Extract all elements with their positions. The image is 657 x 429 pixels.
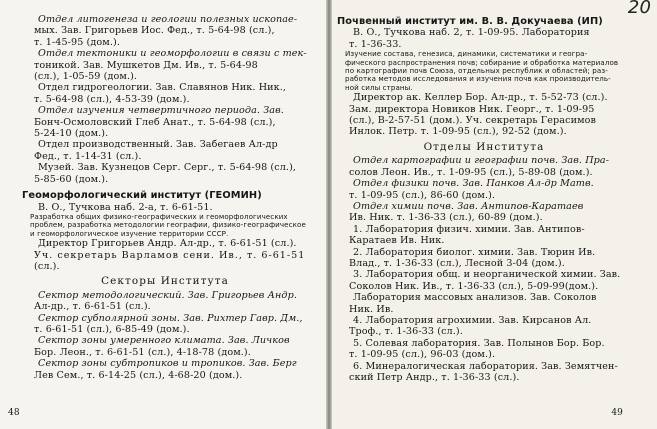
address-line: т. 1-36-33. (349, 38, 402, 50)
geomin-address: В. О., Тучкова наб. 2-а, т. 6-61-51. (38, 201, 213, 213)
description-line: по картографии почв Союза, отдельных республик и областей; раз- (345, 66, 608, 76)
department-line: Ив. Ник. т. 1-36-33 (сл.), 60-89 (дом.). (349, 212, 543, 224)
sector-line: Сектор методологический. Зав. Григорьев Андр. (38, 289, 297, 301)
director-line: Директор ак. Келлер Бор. Ал-др., т. 5-52-73 (сл.). (353, 92, 608, 104)
sector-line: Сектор зоны субтропиков и тропиков. Зав. Берг (38, 358, 297, 370)
department-line: Отдел физики почв. Зав. Панков Ал-др Матв. (353, 178, 594, 190)
director-line: Инлок. Петр. т. 1-09-95 (сл.), 92-52 (дом.). (349, 126, 567, 138)
director-line: (сл.), В-2-57-51 (дом.). Уч. секретарь Герасимов (349, 115, 597, 127)
department-line: Отдел картографии и географии почв. Зав. Пра- (353, 155, 610, 167)
department-line: 3. Лаборатория общ. и неорганической химии. Зав. (353, 269, 621, 281)
sector-line: Бор. Леон., т. 6-61-51 (сл.), 4-18-78 (дом.). (34, 346, 251, 358)
sector-line: Лев Сем., т. 6-14-25 (сл.), 4-68-20 (дом.). (34, 369, 243, 381)
entry-line: Фед., т. 1-14-31 (сл.). (34, 150, 142, 162)
director-line: Зам. директора Новиков Ник. Георг., т. 1-09-95 (349, 103, 595, 115)
department-line: Лаборатория массовых анализов. Зав. Соколов (353, 292, 597, 304)
department-line: Троф., т. 1-36-33 (сл.). (349, 326, 463, 338)
sector-line: т. 6-61-51 (сл.), 6-85-49 (дом.). (34, 323, 190, 335)
department-line: т. 1-09-95 (сл.), 96-03 (дом.). (349, 349, 496, 361)
departments-heading: Отделы Института (423, 140, 545, 153)
geomin-description (22, 213, 320, 238)
entry-line: Отдел гидрогеологии. Зав. Славянов Ник. Ник., (38, 82, 287, 94)
entry-line: Отдел производственный. Зав. Забегаев Ал-др (38, 139, 278, 151)
department-line: солов Леон. Ив., т. 1-09-95 (сл.), 5-89-08 (дом.). (349, 166, 593, 178)
address-line: В. О., Тучкова наб. 2, т. 1-09-95. Лаборатория (353, 27, 590, 39)
sector-line: Сектор зоны умеренного климата. Зав. Личков (38, 335, 290, 347)
entry-line: Отдел литогенеза и геологии полезных ископае- (38, 14, 298, 25)
department-line: ский Петр Андр., т. 1-36-33 (сл.). (349, 372, 520, 383)
department-line: Отдел химии почв. Зав. Антипов-Каратаев (353, 200, 584, 212)
entry-line: т. 5-64-98 (сл.), 4-53-39 (дом.). (34, 93, 190, 105)
handwritten-number: 20 (627, 0, 651, 18)
sectors-heading: Секторы Института (101, 275, 229, 288)
description-line: Разработка общих физико-географических и геоморфологических (30, 211, 288, 221)
left-top-entries (22, 14, 320, 185)
description-line: работка методов исследования и изучения почв как производитель- (345, 74, 611, 84)
department-line: т. 1-09-95 (сл.), 86-60 (дом.). (349, 189, 496, 201)
entry-line: Бонч-Осмоловский Глеб Анат., т. 5-64-98 (сл.), (34, 116, 276, 128)
book-gutter (326, 0, 332, 429)
department-line: Влад., т. 1-36-33 (сл.), Лесной 3-04 (дом.). (349, 257, 565, 269)
department-line: 4. Лаборатория агрохимии. Зав. Кирсанов Ал. (353, 314, 592, 326)
description-line: проблем, разработка методологии географии, физико-географическое (30, 220, 306, 230)
sector-line: Сектор субполярной зоны. Зав. Рихтер Гавр. Дм., (38, 312, 303, 324)
soil-institute-description (337, 50, 643, 92)
director-line: Уч. секретарь Варламов сени. Ив., т. 6-61-51 (34, 249, 306, 261)
page-number-left: 48 (8, 407, 20, 418)
entry-line: 5-24-10 (дом.). (34, 128, 109, 140)
description-line: и геоморфологическое изучение территории СССР. (30, 228, 229, 238)
sector-line: Ал-др., т. 6-61-51 (сл.). (34, 301, 151, 313)
soil-institute-address (337, 27, 643, 50)
department-line: Соколов Ник. Ив., т. 1-36-33 (сл.), 5-09-99(дом.). (349, 280, 599, 292)
entry-line: Отдел изучения четвертичного периода. Зав. (38, 105, 284, 117)
soil-institute-title: Почвенный институт им. В. В. Докучаева (ИП) (337, 16, 603, 27)
department-line: Ник. Ив. (349, 303, 394, 315)
entry-line: Музей. Зав. Кузнецов Серг. Серг., т. 5-64-98 (сл.), (38, 162, 297, 174)
entry-line: (сл.), 1-05-59 (дом.). (34, 71, 138, 83)
page-number-right: 49 (611, 407, 623, 418)
geomin-directors (22, 238, 320, 272)
entry-line: тоникой. Зав. Мушкетов Дм. Ив., т. 5-64-98 (34, 59, 258, 71)
entry-line: мых. Зав. Григорьев Иос. Фед., т. 5-64-98 (сл.), (34, 25, 275, 37)
department-line: Каратаев Ив. Ник. (349, 235, 445, 247)
entry-line: т. 1-45-95 (дом.). (34, 36, 120, 48)
department-line: 6. Минералогическая лаборатория. Зав. Земятчен- (353, 360, 618, 372)
description-line: ной силы страны. (345, 82, 413, 92)
director-line: (сл.). (34, 260, 60, 272)
description-line: Изучение состава, генезиса, динамики, систематики и геогра- (345, 49, 588, 59)
right-column (337, 14, 643, 383)
director-line: Директор Григорьев Андр. Ал-др., т. 6-61-51 (сл.). (38, 238, 297, 250)
entry-line: 5-85-60 (дом.). (34, 173, 109, 185)
left-column (22, 14, 320, 381)
geomin-title: Геоморфологический институт (ГЕОМИН) (22, 190, 262, 202)
sector-list (22, 290, 320, 381)
description-line: фического распространения почв; собирание и обработка материалов (345, 57, 619, 67)
department-list (337, 155, 643, 383)
department-line: 5. Солевая лаборатория. Зав. Полынов Бор. Бор. (353, 337, 605, 349)
department-line: 2. Лаборатория биолог. химии. Зав. Тюрин Ив. (353, 246, 596, 258)
entry-line: Отдел тектоники и геоморфологии в связи с тек- (38, 48, 307, 60)
right-page (329, 0, 657, 429)
department-line: 1. Лаборатория физич. химии. Зав. Антипов- (353, 223, 585, 235)
soil-institute-directors (337, 92, 643, 138)
